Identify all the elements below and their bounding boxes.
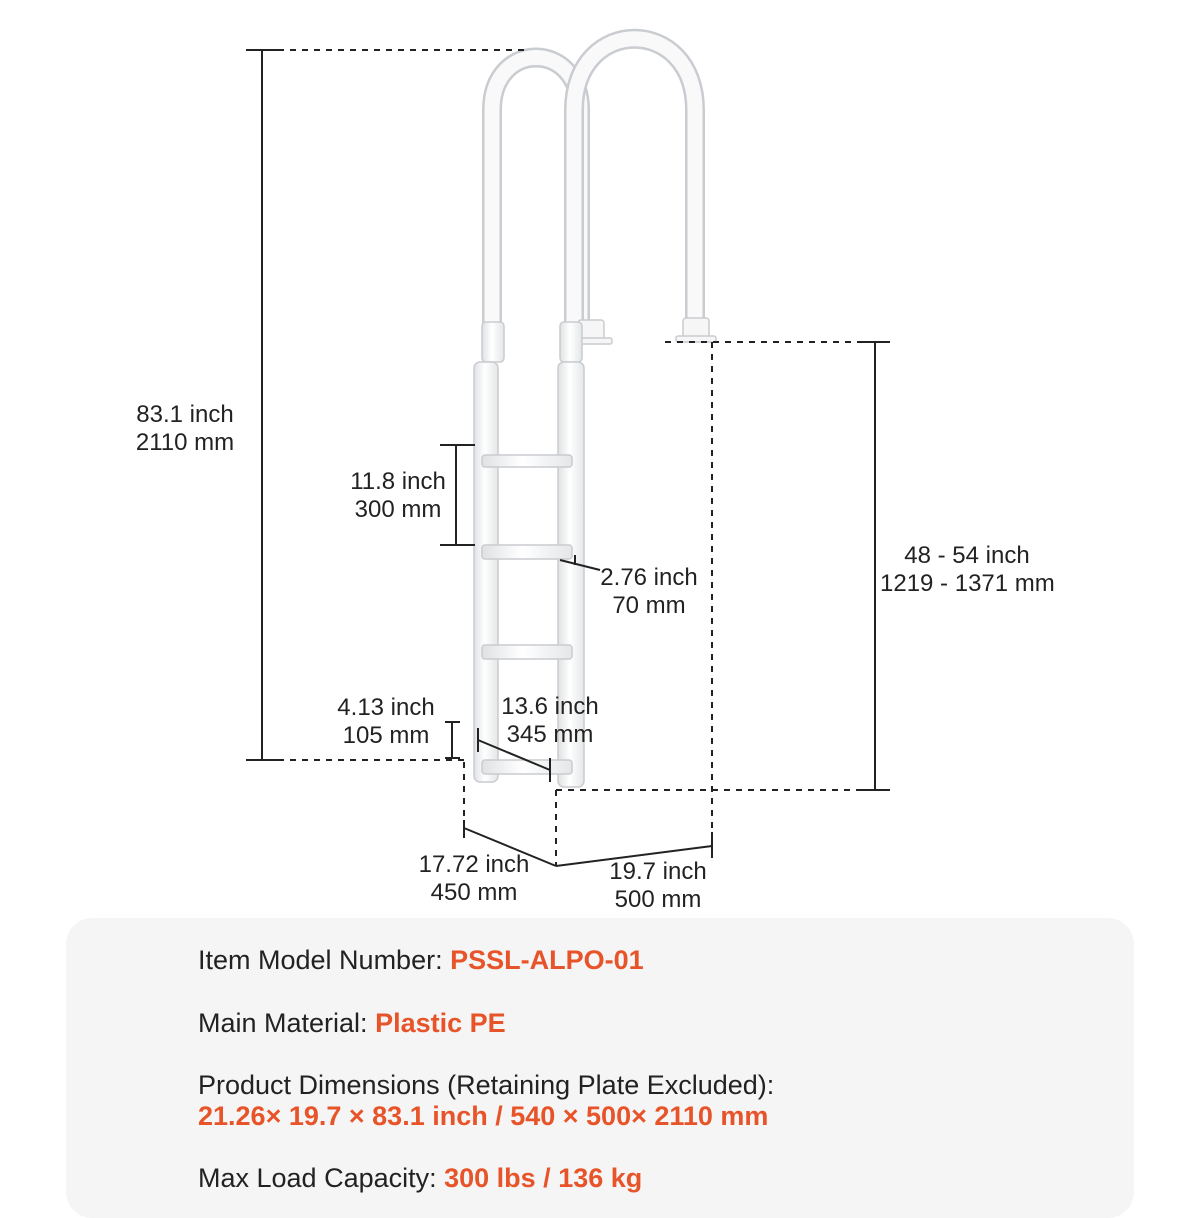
spec-model-value: PSSL-ALPO-01 [450,945,644,975]
step-spacing-label [348,468,448,524]
spec-load-label: Max Load Capacity: [198,1163,445,1193]
base-width-metric: 450 mm [430,879,518,906]
spec-material [198,1008,506,1039]
total-height-label [130,401,240,457]
step-width-imperial: 13.6 inch [501,693,599,720]
step-spacing-metric: 300 mm [354,496,442,523]
total-height-imperial: 83.1 inch [136,401,234,428]
rail-flanges [570,318,716,344]
bottom-height-label [334,694,438,750]
spec-material-label: Main Material: [198,1008,376,1038]
base-depth-metric: 500 mm [614,886,702,913]
spec-load-value: 300 lbs / 136 kg [444,1163,643,1193]
step-spacing-imperial: 11.8 inch [350,468,446,495]
base-width-imperial: 17.72 inch [418,851,530,878]
step-depth-metric: 70 mm [612,592,686,619]
water-depth-label [880,542,1054,598]
step-width-label [498,693,602,749]
water-depth-imperial: 48 - 54 inch [904,542,1030,569]
step-width-metric: 345 mm [506,721,594,748]
bottom-height-imperial: 4.13 inch [337,694,435,721]
base-depth-label [606,858,710,914]
spec-material-value: Plastic PE [375,1008,506,1038]
spec-model [198,945,644,976]
spec-model-label: Item Model Number: [198,945,451,975]
total-height-metric: 2110 mm [135,429,235,456]
step-depth-imperial: 2.76 inch [600,564,698,591]
step-depth-label [596,564,702,620]
handrail-right [574,39,695,330]
base-width-label [416,851,532,907]
base-depth-imperial: 19.7 inch [609,858,707,885]
spec-dimensions-value: 21.26× 19.7 × 83.1 inch / 540 × 500× 2110 mm [198,1101,769,1131]
water-depth-metric: 1219 - 1371 mm [880,570,1055,597]
bottom-height-metric: 105 mm [342,722,430,749]
spec-dimensions-label: Product Dimensions (Retaining Plate Excluded): [198,1070,775,1100]
spec-load [198,1163,642,1194]
